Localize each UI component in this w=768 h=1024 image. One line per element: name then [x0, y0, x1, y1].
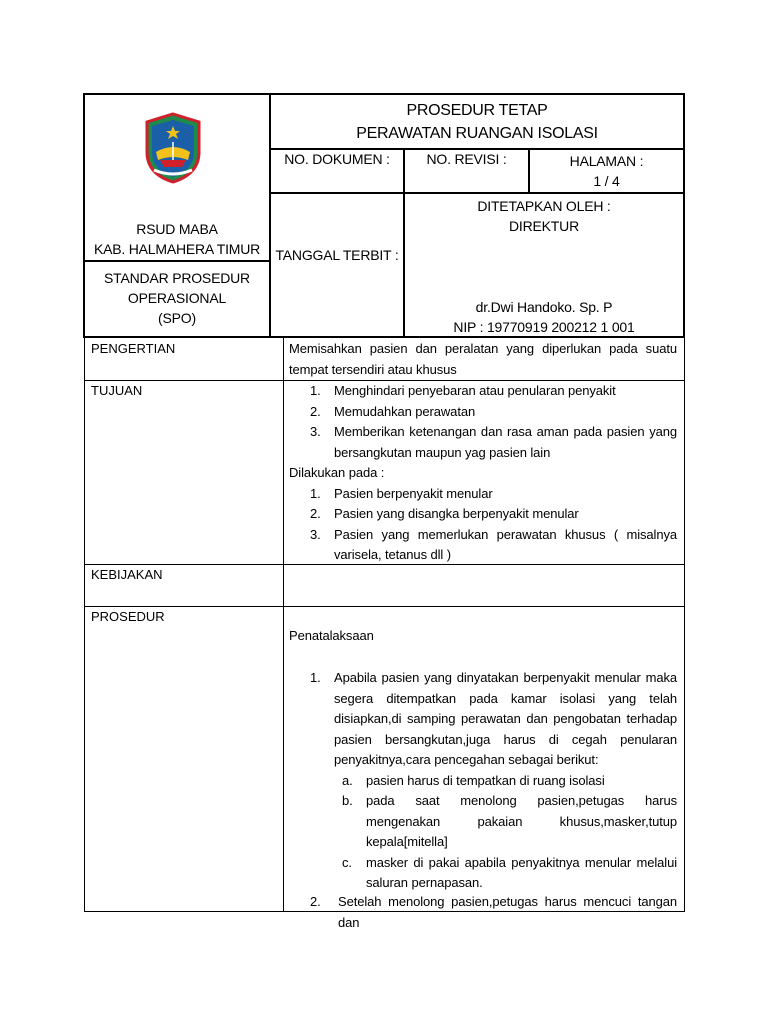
list-item: 3. Pasien yang memerlukan perawatan khusus ( misalnya varisela, tetanus dll )	[310, 526, 677, 562]
sub-list-item: b. pada saat menolong pasien,petugas harus mengenakan pakaian khusus,masker,tutup kepala[mitella]	[342, 793, 677, 849]
prosedur-item-2	[284, 892, 677, 933]
sub-list-item: a. pasien harus di tempatkan di ruang isolasi	[342, 772, 605, 788]
hospital-logo	[144, 112, 202, 184]
label-prosedur: PROSEDUR	[91, 609, 165, 624]
tanggal-terbit-label: TANGGAL TERBIT :	[275, 247, 399, 263]
pengertian-text: Memisahkan pasien dan peralatan yang diperlukan pada suatu tempat tersendiri atau khusus	[289, 341, 677, 377]
list-item: 1. Pasien berpenyakit menular	[310, 485, 493, 501]
label-pengertian: PENGERTIAN	[91, 341, 176, 356]
ditetapkan-oleh: DITETAPKAN OLEH : DIREKTUR	[477, 198, 611, 234]
label-kebijakan: KEBIJAKAN	[91, 567, 163, 582]
document-title: PROSEDUR TETAP PERAWATAN RUANGAN ISOLASI	[356, 102, 598, 142]
list-item: 3. Memberikan ketenangan dan rasa aman pada pasien yang bersangkutan maupun yag pasien lain	[310, 424, 677, 460]
label-tujuan: TUJUAN	[91, 383, 143, 398]
spo-label: STANDAR PROSEDUR OPERASIONAL (SPO)	[104, 270, 250, 326]
list-item: 2. Setelah menolong pasien,petugas harus mencuci tangan dan	[310, 894, 677, 930]
signatory: dr.Dwi Handoko. Sp. P NIP : 19770919 200212 1 001	[453, 299, 635, 335]
no-dokumen-label: NO. DOKUMEN :	[284, 151, 390, 167]
tujuan-content	[284, 381, 677, 566]
no-revisi-label: NO. REVISI :	[426, 151, 507, 167]
halaman-label: HALAMAN : 1 / 4	[569, 153, 644, 189]
list-item: 1. Menghindari penyebaran atau penularan penyakit	[310, 383, 616, 398]
hospital-name: RSUD MABA KAB. HALMAHERA TIMUR	[93, 221, 261, 257]
list-item: 2. Memudahkan perawatan	[310, 403, 476, 419]
sub-list-item: c. masker di pakai apabila penyakitnya menular melalui saluran pernapasan.	[342, 854, 677, 890]
list-item: 2. Pasien yang disangka berpenyakit menular	[310, 506, 579, 521]
list-item: 1. Apabila pasien yang dinyatakan berpenyakit menular maka segera ditempatkan pada kamar isolasi yang telah disiapkan,di samping perawatan dan pengobatan terhadap pasien bersangkutan,juga harus di cegah penularan penyakitnya,cara pencegahan sebagai berikut: a. pasien harus di tempatkan di ruang isolasi b. pada saat menolong pasien,petugas harus mengenakan pakaian khusus,masker,tutup kepala[mitella] c. masker di pakai apabila penyakitnya menular melalui saluran pernapasan.	[284, 668, 677, 894]
prosedur-list	[284, 668, 677, 894]
dilakukan-heading: Dilakukan pada :	[289, 465, 385, 480]
prosedur-heading: Penatalaksaan	[289, 628, 374, 643]
